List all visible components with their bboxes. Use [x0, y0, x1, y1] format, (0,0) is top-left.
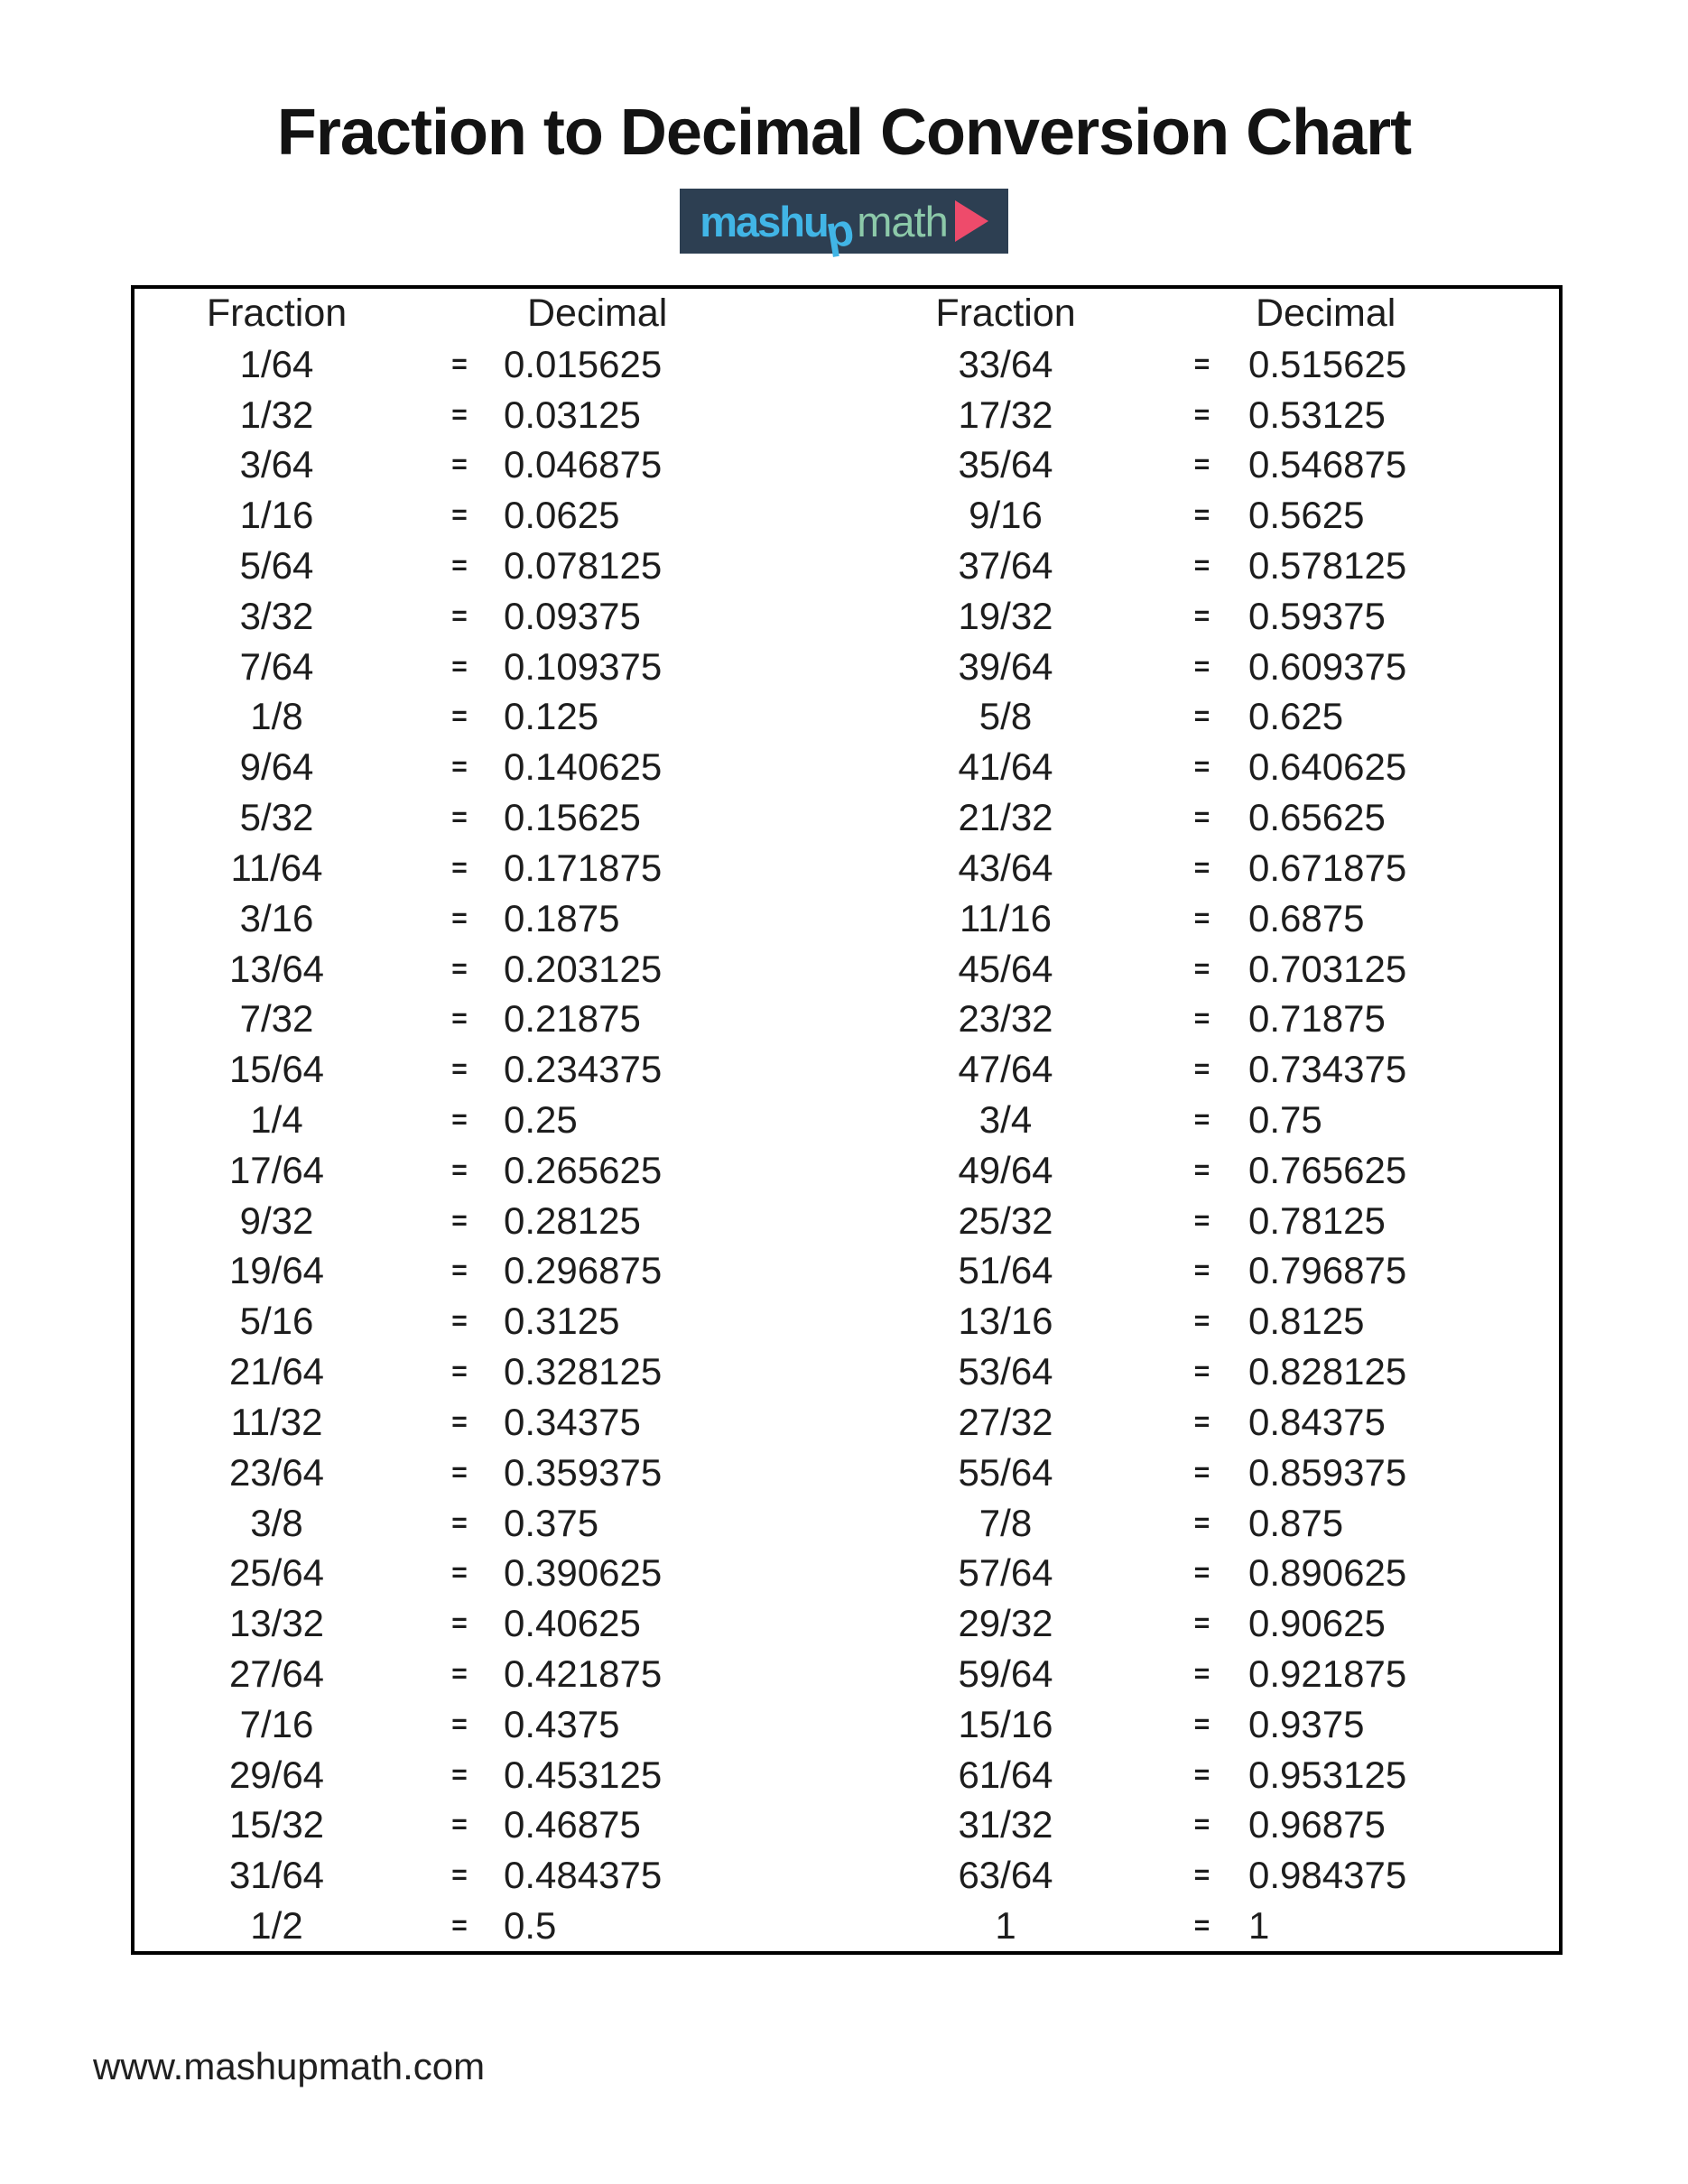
- fraction-value: 15/64: [228, 1048, 325, 1091]
- decimal-value: 0.828125: [1248, 1350, 1407, 1393]
- decimal-value: 0.703125: [1248, 947, 1407, 990]
- equals-sign: =: [451, 1104, 468, 1134]
- fraction-value: 55/64: [958, 1450, 1053, 1494]
- fraction-value: 7/8: [978, 1501, 1033, 1544]
- equals-sign: =: [1193, 752, 1210, 782]
- decimal-value: 0.125: [504, 695, 599, 738]
- fraction-value: 9/16: [969, 494, 1043, 537]
- decimal-value: 0.890625: [1248, 1551, 1407, 1595]
- decimal-value: 0.015625: [504, 342, 663, 385]
- fraction-value: 3/16: [239, 896, 314, 939]
- fraction-value: 15/16: [958, 1702, 1053, 1745]
- decimal-value: 0.109375: [504, 644, 663, 688]
- conversion-table: [131, 285, 1563, 1955]
- decimal-value: 0.453125: [504, 1753, 663, 1796]
- fraction-value: 23/32: [958, 997, 1053, 1041]
- equals-sign: =: [1193, 449, 1210, 480]
- equals-sign: =: [1193, 802, 1210, 833]
- decimal-value: 0.71875: [1248, 997, 1386, 1041]
- fraction-value: 37/64: [958, 543, 1053, 587]
- fraction-value: 5/8: [978, 695, 1033, 738]
- fraction-value: 33/64: [958, 342, 1053, 385]
- decimal-value: 0.546875: [1248, 443, 1407, 486]
- decimal-value: 0.9375: [1248, 1702, 1365, 1745]
- decimal-value: 0.609375: [1248, 644, 1407, 688]
- decimal-value: 0.6875: [1248, 896, 1365, 939]
- decimal-value: 0.734375: [1248, 1048, 1407, 1091]
- decimal-value: 0.4375: [504, 1702, 620, 1745]
- fraction-value: 39/64: [958, 644, 1053, 688]
- fraction-value: 47/64: [958, 1048, 1053, 1091]
- decimal-value: 0.90625: [1248, 1602, 1386, 1645]
- decimal-value: 0.96875: [1248, 1803, 1386, 1846]
- decimal-value: 0.921875: [1248, 1652, 1407, 1695]
- decimal-value: 0.5625: [1248, 494, 1365, 537]
- fraction-value: 59/64: [958, 1652, 1053, 1695]
- fraction-value: 57/64: [958, 1551, 1053, 1595]
- fraction-value: 27/32: [958, 1400, 1053, 1443]
- equals-sign: =: [451, 1356, 468, 1387]
- decimal-value: 1: [1248, 1904, 1270, 1948]
- fraction-value: 17/64: [228, 1148, 325, 1191]
- decimal-value: 0.484375: [504, 1854, 663, 1897]
- fraction-value: 53/64: [958, 1350, 1053, 1393]
- decimal-value: 0.984375: [1248, 1854, 1407, 1897]
- logo-text-mashu: mashu: [700, 197, 828, 245]
- equals-sign: =: [1193, 1809, 1210, 1840]
- decimal-value: 0.953125: [1248, 1753, 1407, 1796]
- fraction-value: 19/32: [958, 594, 1053, 637]
- equals-sign: =: [1193, 500, 1210, 531]
- equals-sign: =: [1193, 953, 1210, 984]
- decimal-value: 0.5: [504, 1904, 557, 1948]
- equals-sign: =: [1193, 1658, 1210, 1689]
- decimal-value: 0.640625: [1248, 745, 1407, 789]
- equals-sign: =: [451, 1054, 468, 1085]
- page-title: Fraction to Decimal Conversion Chart: [276, 97, 1412, 169]
- fraction-value: 3/32: [239, 594, 314, 637]
- fraction-value: 41/64: [958, 745, 1053, 789]
- decimal-value: 0.3125: [504, 1300, 620, 1343]
- equals-sign: =: [1193, 1406, 1210, 1437]
- fraction-value: 17/32: [958, 393, 1053, 436]
- fraction-value: 7/32: [239, 997, 314, 1041]
- decimal-value: 0.625: [1248, 695, 1344, 738]
- fraction-value: 31/32: [958, 1803, 1053, 1846]
- fraction-value: 13/64: [228, 947, 325, 990]
- equals-sign: =: [1193, 902, 1210, 933]
- decimal-value: 0.84375: [1248, 1400, 1386, 1443]
- equals-sign: =: [451, 852, 468, 883]
- decimal-value: 0.265625: [504, 1148, 663, 1191]
- equals-sign: =: [451, 1154, 468, 1185]
- decimal-value: 0.21875: [504, 997, 641, 1041]
- equals-sign: =: [451, 1558, 468, 1588]
- equals-sign: =: [1193, 1205, 1210, 1235]
- equals-sign: =: [451, 1004, 468, 1034]
- fraction-value: 43/64: [958, 846, 1053, 889]
- fraction-value: 1/4: [250, 1097, 303, 1141]
- fraction-value: 1/16: [239, 494, 314, 537]
- fraction-value: 21/32: [958, 796, 1053, 839]
- fraction-value: 11/16: [960, 896, 1052, 939]
- equals-sign: =: [451, 1809, 468, 1840]
- fraction-value: 35/64: [958, 443, 1053, 486]
- equals-sign: =: [451, 1457, 468, 1487]
- fraction-value: 5/32: [239, 796, 314, 839]
- fraction-value: 21/64: [228, 1350, 325, 1393]
- equals-sign: =: [1193, 1759, 1210, 1790]
- decimal-value: 0.359375: [504, 1450, 663, 1494]
- fraction-value: 51/64: [958, 1249, 1053, 1292]
- equals-sign: =: [1193, 1004, 1210, 1034]
- equals-sign: =: [1193, 1104, 1210, 1134]
- decimal-value: 0.765625: [1248, 1148, 1407, 1191]
- decimal-value: 0.578125: [1248, 543, 1407, 587]
- equals-sign: =: [451, 1507, 468, 1538]
- equals-sign: =: [451, 651, 468, 681]
- decimal-value: 0.15625: [504, 796, 641, 839]
- equals-sign: =: [1193, 1306, 1210, 1337]
- fraction-value: 1: [995, 1904, 1016, 1948]
- fraction-value: 9/64: [239, 745, 314, 789]
- play-triangle-icon: [955, 200, 988, 242]
- decimal-value: 0.203125: [504, 947, 663, 990]
- equals-sign: =: [1193, 1708, 1210, 1739]
- fraction-value: 9/32: [239, 1198, 314, 1242]
- equals-sign: =: [1193, 1608, 1210, 1639]
- fraction-value: 5/64: [239, 543, 314, 587]
- fraction-value: 1/8: [250, 695, 303, 738]
- fraction-value: 1/64: [239, 342, 314, 385]
- equals-sign: =: [1193, 1255, 1210, 1286]
- equals-sign: =: [1193, 1054, 1210, 1085]
- column-header-fraction-left: Fraction: [206, 292, 348, 336]
- equals-sign: =: [451, 348, 468, 379]
- equals-sign: =: [451, 1608, 468, 1639]
- equals-sign: =: [451, 550, 468, 580]
- decimal-value: 0.796875: [1248, 1249, 1407, 1292]
- decimal-value: 0.59375: [1248, 594, 1386, 637]
- fraction-value: 3/4: [978, 1097, 1033, 1141]
- equals-sign: =: [451, 802, 468, 833]
- equals-sign: =: [451, 1759, 468, 1790]
- decimal-value: 0.875: [1248, 1501, 1344, 1544]
- decimal-value: 0.328125: [504, 1350, 663, 1393]
- equals-sign: =: [451, 1306, 468, 1337]
- fraction-value: 27/64: [228, 1652, 325, 1695]
- column-header-spacer-left: [419, 289, 500, 339]
- equals-sign: =: [451, 500, 468, 531]
- equals-sign: =: [451, 600, 468, 631]
- equals-sign: =: [1193, 1558, 1210, 1588]
- decimal-value: 0.78125: [1248, 1198, 1386, 1242]
- fraction-value: 29/64: [228, 1753, 325, 1796]
- fraction-value: 11/32: [230, 1400, 323, 1443]
- equals-sign: =: [1193, 399, 1210, 430]
- fraction-value: 3/8: [250, 1501, 303, 1544]
- equals-sign: =: [1193, 550, 1210, 580]
- equals-sign: =: [1193, 701, 1210, 732]
- fraction-value: 1/32: [239, 393, 314, 436]
- decimal-value: 0.375: [504, 1501, 599, 1544]
- decimal-value: 0.140625: [504, 745, 663, 789]
- decimal-value: 0.53125: [1248, 393, 1386, 436]
- equals-sign: =: [1193, 1507, 1210, 1538]
- decimal-value: 0.296875: [504, 1249, 663, 1292]
- equals-sign: =: [1193, 1356, 1210, 1387]
- fraction-value: 49/64: [958, 1148, 1053, 1191]
- fraction-value: 61/64: [958, 1753, 1053, 1796]
- fraction-value: 63/64: [958, 1854, 1053, 1897]
- column-header-fraction-right: Fraction: [935, 292, 1076, 336]
- decimal-value: 0.0625: [504, 494, 620, 537]
- fraction-value: 45/64: [958, 947, 1053, 990]
- logo-text-math: math: [857, 197, 948, 245]
- fraction-value: 15/32: [228, 1803, 325, 1846]
- equals-sign: =: [451, 701, 468, 732]
- equals-sign: =: [451, 1911, 468, 1941]
- fraction-value: 19/64: [228, 1249, 325, 1292]
- equals-sign: =: [451, 752, 468, 782]
- decimal-value: 0.078125: [504, 543, 663, 587]
- equals-sign: =: [1193, 348, 1210, 379]
- fraction-value: 23/64: [228, 1450, 325, 1494]
- decimal-value: 0.65625: [1248, 796, 1386, 839]
- logo-text-p: p: [821, 203, 858, 259]
- fraction-value: 29/32: [958, 1602, 1053, 1645]
- equals-sign: =: [1193, 651, 1210, 681]
- decimal-value: 0.515625: [1248, 342, 1407, 385]
- equals-sign: =: [451, 1658, 468, 1689]
- equals-sign: =: [1193, 1911, 1210, 1941]
- decimal-value: 0.421875: [504, 1652, 663, 1695]
- fraction-value: 7/64: [239, 644, 314, 688]
- decimal-value: 0.171875: [504, 846, 663, 889]
- equals-sign: =: [451, 449, 468, 480]
- fraction-value: 11/64: [230, 846, 323, 889]
- decimal-value: 0.390625: [504, 1551, 663, 1595]
- equals-sign: =: [1193, 1154, 1210, 1185]
- fraction-value: 5/16: [239, 1300, 314, 1343]
- fraction-value: 1/2: [250, 1904, 303, 1948]
- fraction-value: 31/64: [228, 1854, 325, 1897]
- mashupmath-logo: [680, 189, 1008, 259]
- equals-sign: =: [451, 953, 468, 984]
- decimal-value: 0.859375: [1248, 1450, 1407, 1494]
- fraction-value: 7/16: [239, 1702, 314, 1745]
- decimal-value: 0.671875: [1248, 846, 1407, 889]
- equals-sign: =: [451, 399, 468, 430]
- decimal-value: 0.40625: [504, 1602, 641, 1645]
- column-header-decimal-left: Decimal: [527, 292, 668, 336]
- equals-sign: =: [1193, 1860, 1210, 1891]
- equals-sign: =: [451, 902, 468, 933]
- decimal-value: 0.03125: [504, 393, 641, 436]
- equals-sign: =: [1193, 1457, 1210, 1487]
- equals-sign: =: [451, 1860, 468, 1891]
- equals-sign: =: [451, 1255, 468, 1286]
- column-header-spacer-right: [1159, 289, 1245, 339]
- decimal-value: 0.34375: [504, 1400, 641, 1443]
- decimal-value: 0.1875: [504, 896, 620, 939]
- decimal-value: 0.75: [1248, 1097, 1322, 1141]
- column-header-decimal-right: Decimal: [1256, 292, 1396, 336]
- decimal-value: 0.46875: [504, 1803, 641, 1846]
- fraction-value: 13/16: [958, 1300, 1053, 1343]
- decimal-value: 0.234375: [504, 1048, 663, 1091]
- decimal-value: 0.046875: [504, 443, 663, 486]
- fraction-value: 13/32: [228, 1602, 325, 1645]
- equals-sign: =: [1193, 852, 1210, 883]
- fraction-value: 25/64: [228, 1551, 325, 1595]
- equals-sign: =: [451, 1406, 468, 1437]
- footer-website-url: www.mashupmath.com: [93, 2045, 486, 2087]
- decimal-value: 0.8125: [1248, 1300, 1365, 1343]
- decimal-value: 0.09375: [504, 594, 641, 637]
- decimal-value: 0.25: [504, 1097, 578, 1141]
- equals-sign: =: [1193, 600, 1210, 631]
- fraction-value: 25/32: [958, 1198, 1053, 1242]
- conversion-table-grid: [134, 289, 1559, 1951]
- decimal-value: 0.28125: [504, 1198, 641, 1242]
- equals-sign: =: [451, 1708, 468, 1739]
- equals-sign: =: [451, 1205, 468, 1235]
- fraction-value: 3/64: [239, 443, 314, 486]
